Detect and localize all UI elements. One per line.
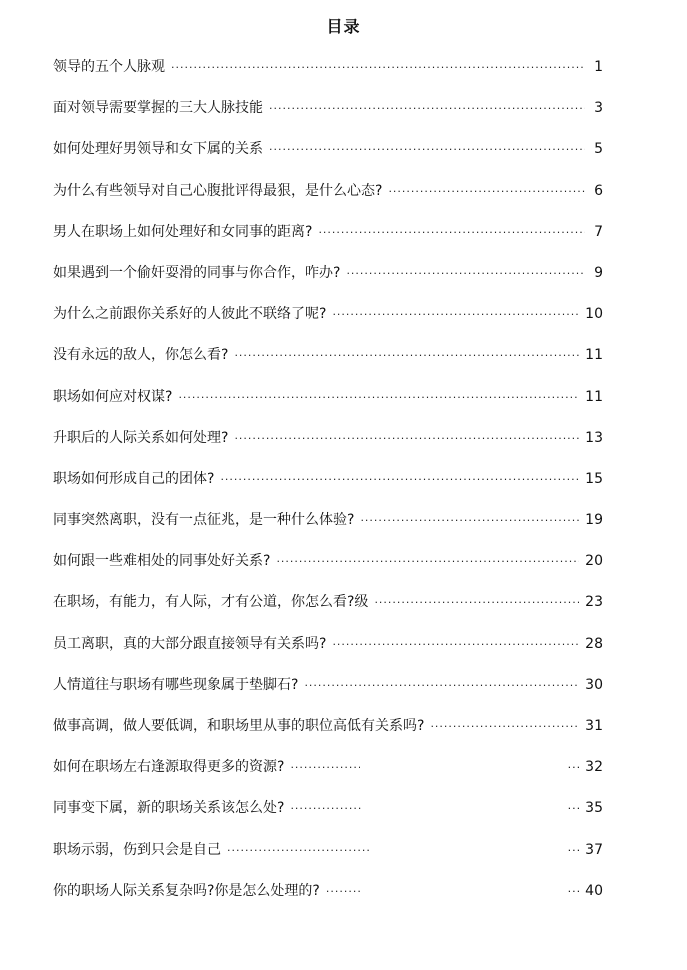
toc-entry-title: 没有永远的敌人，你怎么看? <box>53 347 229 364</box>
toc-entry[interactable] <box>53 386 603 427</box>
dot-leader <box>234 428 579 450</box>
toc-entry-title: 同事变下属，新的职场关系该怎么处? <box>53 800 285 817</box>
dot-leader <box>290 757 360 779</box>
dot-leader <box>276 551 579 573</box>
toc-entry-title: 你的职场人际关系复杂吗?你是怎么处理的? <box>53 882 320 899</box>
toc-entry[interactable] <box>53 839 603 880</box>
toc-entry[interactable] <box>53 344 603 385</box>
toc-entry-page: 9 <box>594 264 603 281</box>
toc-entry[interactable] <box>53 509 603 550</box>
toc-entry-title: 职场如何形成自己的团体? <box>53 470 215 487</box>
dot-leader <box>304 675 579 697</box>
toc-entry[interactable] <box>53 756 603 797</box>
dot-leader <box>234 345 579 367</box>
dot-leader <box>318 222 585 244</box>
dot-leader <box>227 840 371 862</box>
toc-entry-page: 11 <box>585 347 603 364</box>
dot-leader <box>374 592 579 614</box>
dot-leader <box>430 716 579 738</box>
dot-leader <box>346 263 585 285</box>
dot-leader <box>220 469 579 491</box>
toc-entry[interactable] <box>53 550 603 591</box>
dot-leader <box>269 98 585 120</box>
toc-entry[interactable] <box>53 591 603 632</box>
toc-entry-title: 人情道往与职场有哪些现象属于垫脚石? <box>53 676 299 693</box>
toc-entry-title: 如何在职场左右逢源取得更多的资源? <box>53 759 285 776</box>
toc-entry[interactable] <box>53 468 603 509</box>
toc-entry[interactable] <box>53 715 603 756</box>
toc-entry-title: 职场示弱，伤到只会是自己 <box>53 841 221 858</box>
toc-entry-page: 37 <box>585 841 603 858</box>
dot-leader <box>360 510 579 532</box>
toc-entry[interactable] <box>53 797 603 838</box>
toc-list <box>53 56 603 921</box>
toc-entry-page: 28 <box>585 635 603 652</box>
toc-entry-title: 面对领导需要掌握的三大人脉技能 <box>53 100 263 117</box>
toc-entry-page: 11 <box>585 388 603 405</box>
toc-entry-title: 男人在职场上如何处理好和女同事的距离? <box>53 223 313 240</box>
toc-entry[interactable] <box>53 97 603 138</box>
toc-entry-page: 5 <box>594 141 603 158</box>
toc-entry-page: 15 <box>585 470 603 487</box>
toc-entry-page: 13 <box>585 429 603 446</box>
toc-title: 目录 <box>326 17 361 36</box>
toc-entry-title: 在职场，有能力，有人际，才有公道，你怎么看?级 <box>53 594 369 611</box>
toc-entry-page: 19 <box>585 512 603 529</box>
toc-entry-title: 如何处理好男领导和女下属的关系 <box>53 141 263 158</box>
dot-leader <box>269 139 585 161</box>
toc-entry-page: 23 <box>585 594 603 611</box>
toc-entry-page: 32 <box>585 759 603 776</box>
toc-entry[interactable] <box>53 138 603 179</box>
dot-leader <box>332 304 579 326</box>
toc-entry-page: 35 <box>585 800 603 817</box>
toc-entry[interactable] <box>53 427 603 468</box>
toc-entry[interactable] <box>53 56 603 97</box>
toc-entry[interactable] <box>53 262 603 303</box>
dot-leader-tail <box>568 881 582 903</box>
dot-leader-tail <box>568 798 582 820</box>
dot-leader-tail <box>568 840 582 862</box>
toc-entry[interactable] <box>53 221 603 262</box>
dot-leader <box>290 798 362 820</box>
dot-leader <box>326 881 360 903</box>
toc-entry[interactable] <box>53 633 603 674</box>
toc-entry-title: 为什么之前跟你关系好的人彼此不联络了呢? <box>53 306 327 323</box>
toc-entry-page: 40 <box>585 882 603 899</box>
toc-entry-title: 职场如何应对权谋? <box>53 388 173 405</box>
toc-entry-title: 升职后的人际关系如何处理? <box>53 429 229 446</box>
toc-entry-page: 6 <box>594 182 603 199</box>
dot-leader <box>178 387 579 409</box>
dot-leader-tail <box>568 757 582 779</box>
dot-leader <box>171 57 585 79</box>
toc-entry-title: 如何跟一些难相处的同事处好关系? <box>53 553 271 570</box>
toc-entry-page: 7 <box>594 223 603 240</box>
toc-entry[interactable] <box>53 880 603 921</box>
toc-entry-page: 1 <box>594 59 603 75</box>
toc-entry[interactable] <box>53 180 603 221</box>
toc-entry[interactable] <box>53 303 603 344</box>
toc-entry-page: 30 <box>585 676 603 693</box>
toc-entry-title: 同事突然离职，没有一点征兆，是一种什么体验? <box>53 512 355 529</box>
toc-entry[interactable] <box>53 674 603 715</box>
toc-entry-title: 如果遇到一个偷奸耍滑的同事与你合作，咋办? <box>53 264 341 281</box>
toc-entry-title: 为什么有些领导对自己心腹批评得最狠，是什么心态? <box>53 182 383 199</box>
dot-leader <box>332 634 579 656</box>
toc-entry-page: 10 <box>585 306 603 323</box>
toc-entry-title: 员工离职，真的大部分跟直接领导有关系吗? <box>53 635 327 652</box>
toc-entry-title: 做事高调，做人要低调，和职场里从事的职位高低有关系吗? <box>53 718 425 734</box>
dot-leader <box>388 181 585 203</box>
toc-entry-page: 31 <box>585 718 603 734</box>
toc-entry-title: 领导的五个人脉观 <box>53 59 165 75</box>
toc-entry-page: 20 <box>585 553 603 570</box>
toc-entry-page: 3 <box>594 100 603 117</box>
